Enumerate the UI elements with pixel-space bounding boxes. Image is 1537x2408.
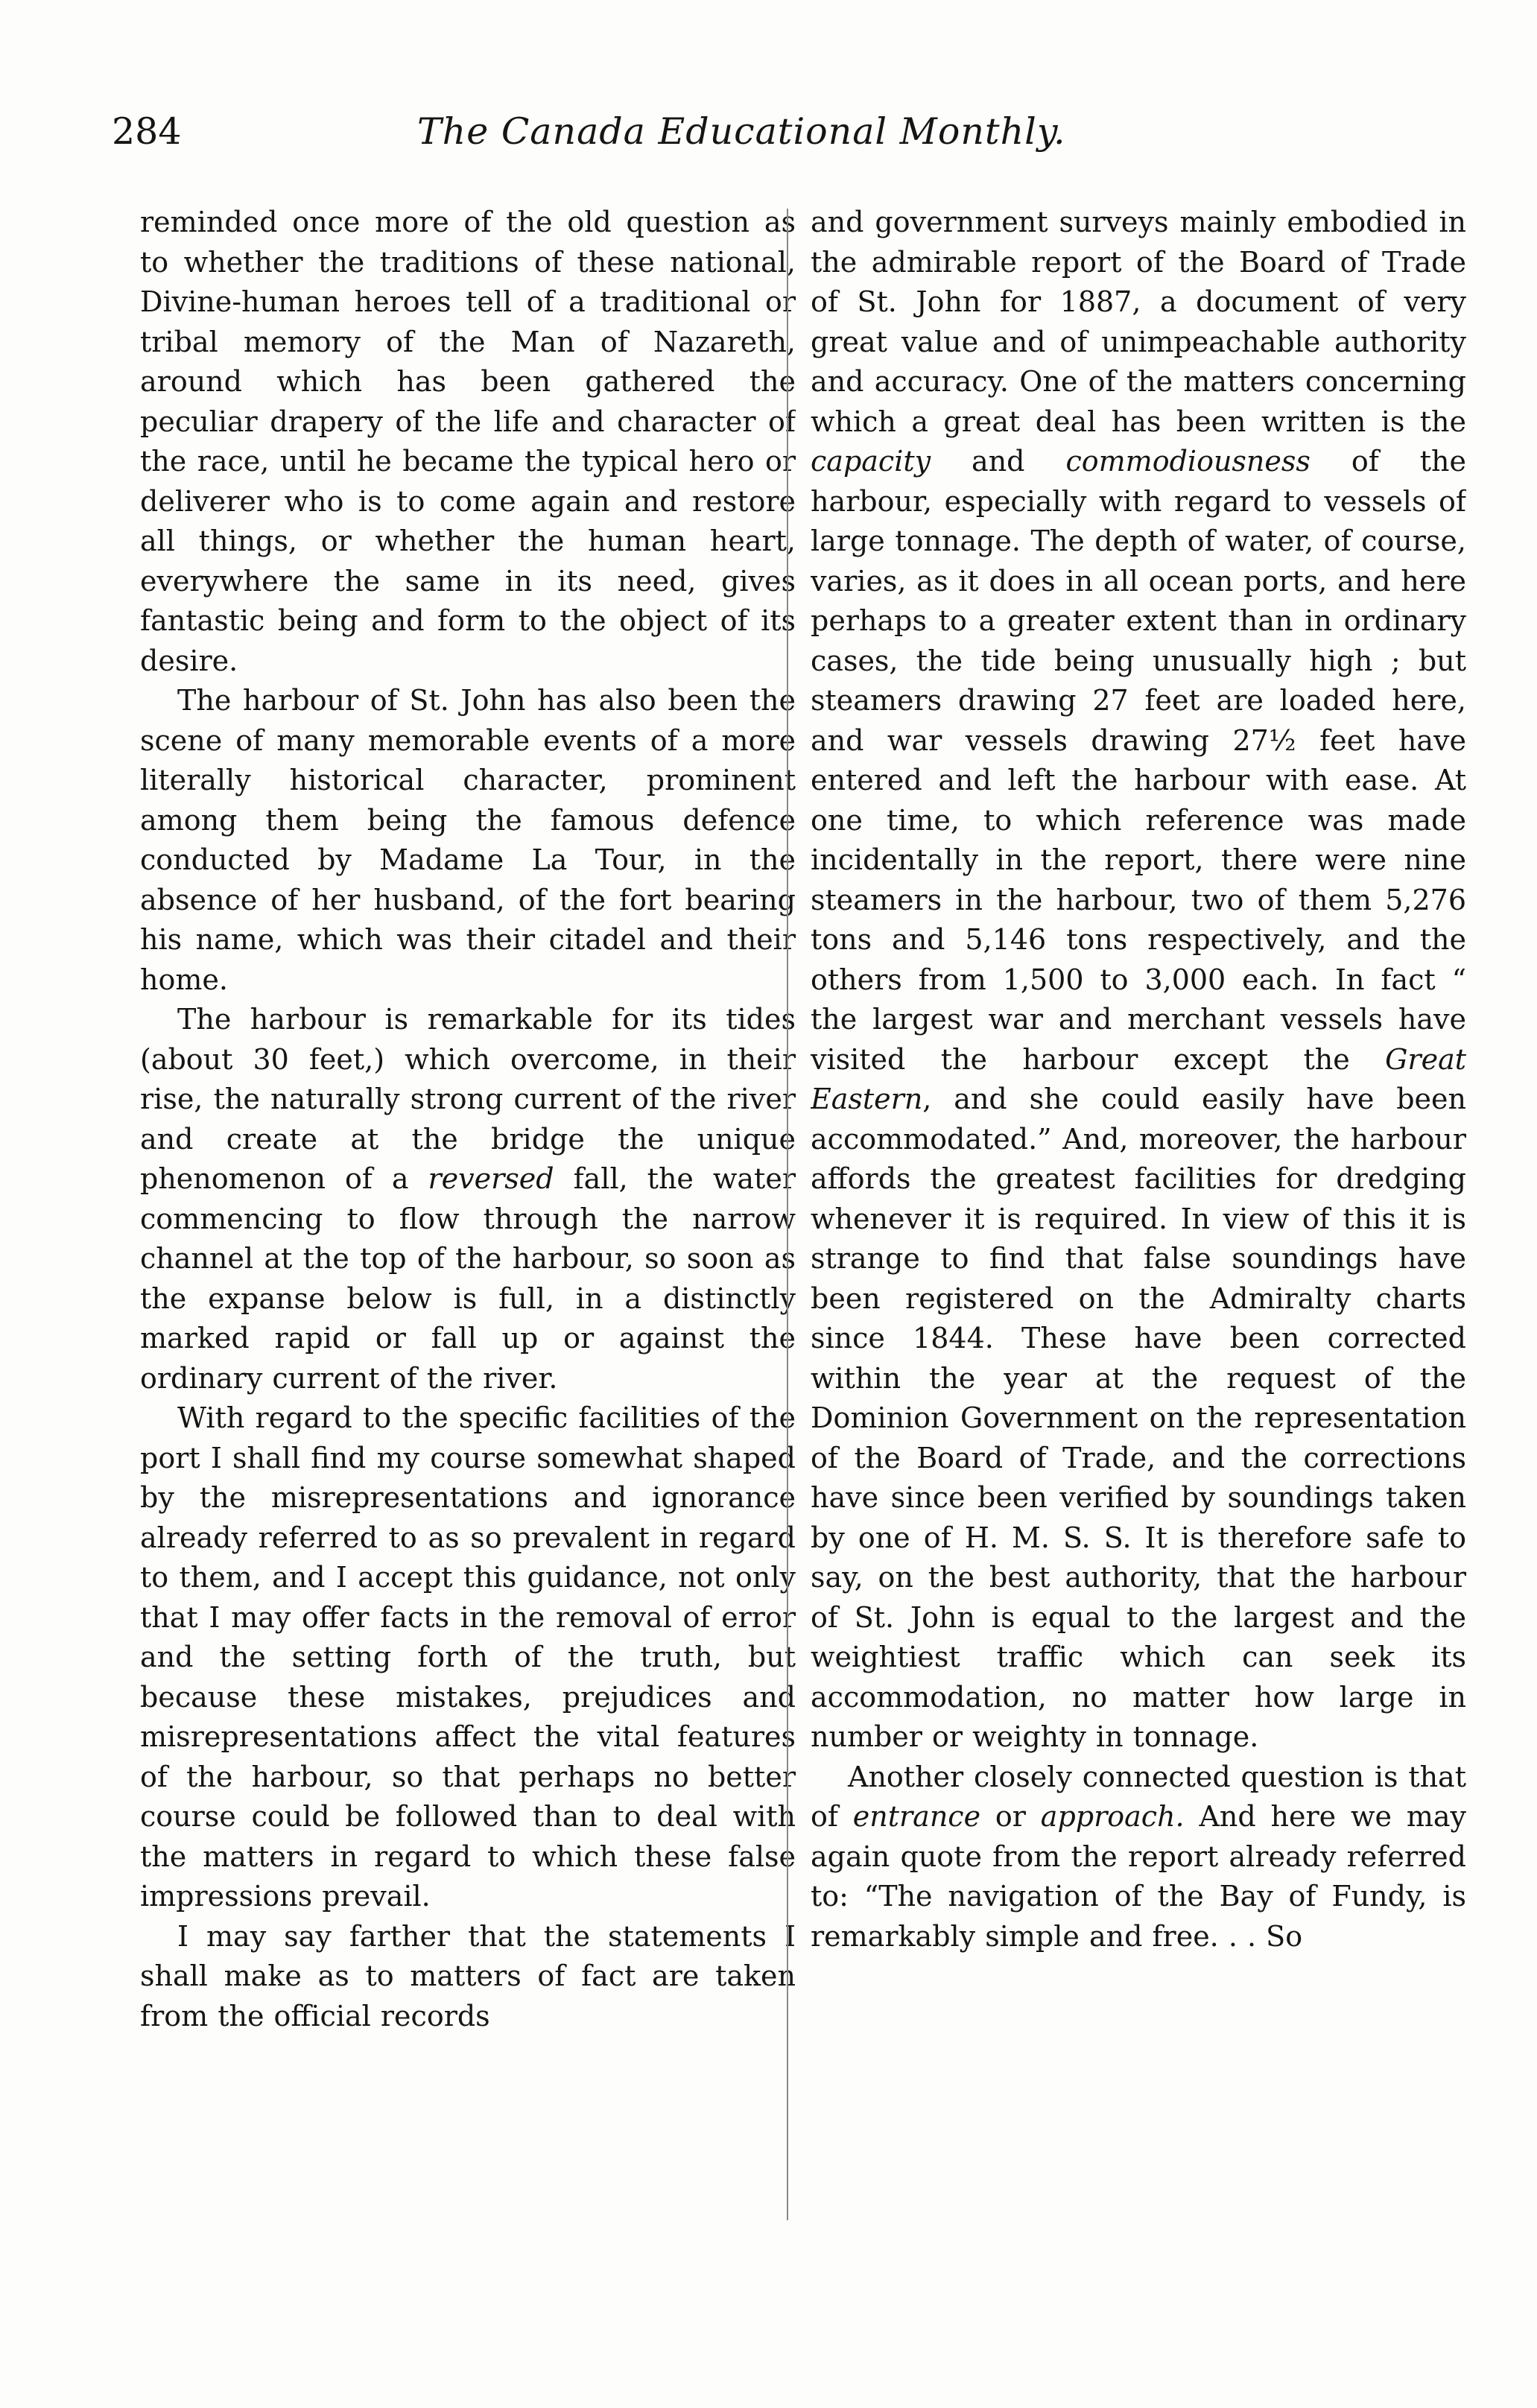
text-run: The harbour is remarkable for its tides (about 30 feet,) which overcome, in their rise, the naturally strong current of the river and create at the bridge the unique phenomenon of a	[140, 1003, 796, 1195]
text-run: And here we may again quote from the report already referred to: “The navigation of the Bay of Fundy, is remarkably simple and free. . . So	[811, 1800, 1466, 1953]
continued-paragraph	[811, 203, 1466, 1758]
text-run: and	[931, 445, 1066, 478]
italic-text: Great Eastern	[811, 1042, 1466, 1115]
page-number: 284	[112, 110, 182, 153]
italic-text: approach.	[1040, 1800, 1185, 1833]
italic-text: commodiousness	[1065, 445, 1311, 478]
text-run: , and she could easily have been accommodated.” And, moreover, the harbour affords the greatest facilities for dredging whenever it is required. In view of this it is strange to find that false soundings have been registered on the Admiralty charts since 1844. These have been corrected within the year at the request of the Dominion Government on the representation of the Board of Trade, and the corrections have since been verified by soundings taken by one of H. M. S. S. It is therefore safe to say, on the best authority, that the harbour of St. John is equal to the largest and the weightiest traffic which can seek its accommodation, no matter how large in number or weighty in tonnage.	[811, 1083, 1466, 1753]
italic-text: reversed	[428, 1162, 554, 1195]
text-run: fall, the water commencing to flow through the narrow channel at the top of the harbour, so soon as the expanse below is full, in a distinctly marked rapid or fall up or against the ordinary current of the river.	[140, 1162, 796, 1395]
paragraph	[140, 1398, 796, 1917]
paragraph	[140, 1917, 796, 2037]
running-title: The Canada Educational Monthly.	[417, 110, 1066, 153]
italic-text: entrance	[852, 1800, 981, 1833]
text-run: and government surveys mainly embodied in the admirable report of the Board of Trade of St. John for 1887, a document of very great value and of unimpeachable authority and accuracy. One of the matters concerning which a great deal has been written is the	[811, 206, 1466, 438]
paragraph	[811, 1758, 1466, 1957]
left-column	[140, 203, 796, 2229]
text-run: The harbour of St. John has also been the scene of many memorable events of a more literally historical character, prominent among them being the famous defence conducted by Madame La Tour, in the absence of her husband, of the fort bearing his name, which was their citadel and their home.	[140, 684, 796, 996]
paragraph	[140, 1000, 796, 1398]
column-divider	[787, 209, 788, 2220]
text-run: With regard to the specific facilities of the port I shall find my course somewhat shaped by the misrepresentations and ignorance already referred to as so prevalent in regard to them, and I accept this guidance, not only that I may offer facts in the removal of error and the setting forth of the truth, but because these mistakes, prejudices and misrepresentations affect the vital features of the harbour, so that perhaps no better course could be followed than to deal with the matters in regard to which these false impressions prevail.	[140, 1401, 796, 1913]
italic-text: capacity	[811, 445, 931, 478]
text-run: reminded once more of the old question as to whether the traditions of these national, Divine-human heroes tell of a traditional or tribal memory of the Man of Nazareth, around which has been gathered the peculiar drapery of the life and character of the race, until he became the typical hero or deliverer who is to come again and restore all things, or whether the human heart, everywhere the same in its need, gives fantastic being and form to the object of its desire.	[140, 206, 796, 677]
text-run: Another closely connected question is that of	[811, 1760, 1466, 1833]
text-run: I may say farther that the statements I shall make as to matters of fact are taken from the official records	[140, 1919, 796, 2032]
right-column	[811, 203, 1466, 2229]
continued-paragraph	[140, 203, 796, 681]
paragraph	[140, 681, 796, 1000]
text-run: of the harbour, especially with regard to vessels of large tonnage. The depth of water, of course, varies, as it does in all ocean ports, and here perhaps to a greater extent than in ordinary cases, the tide being unusually high ; but steamers drawing 27 feet are loaded here, and war vessels drawing 27½ feet have entered and left the harbour with ease. At one time, to which reference was made incidentally in the report, there were nine steamers in the harbour, two of them 5,276 tons and 5,146 tons respectively, and the others from 1,500 to 3,000 each. In fact “ the largest war and merchant vessels have visited the harbour except the	[811, 445, 1466, 1076]
text-run: or	[980, 1800, 1041, 1833]
